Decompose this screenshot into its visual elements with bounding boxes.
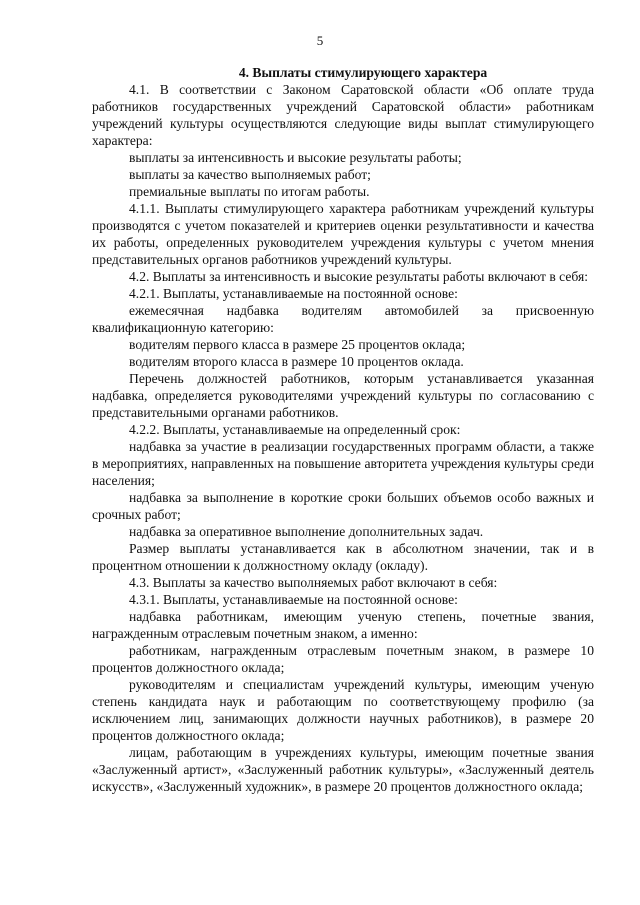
paragraph: 4.1. В соответствии с Законом Саратовской области «Об оплате труда работников государственных учреждений Саратовской области» работникам учреждений культуры осуществляются следующие виды выплат стимулирующего характера:: [92, 82, 594, 148]
paragraph: Перечень должностей работников, которым устанавливается указанная надбавка, определяется руководителями учреждений культуры по согласованию с представительными органами работников.: [92, 371, 594, 420]
list-item: водителям второго класса в размере 10 процентов оклада.: [129, 354, 464, 369]
paragraph: 4.3.1. Выплаты, устанавливаемые на постоянной основе:: [129, 592, 458, 607]
paragraph: работникам, награжденным отраслевым почетным знаком, в размере 10 процентов должностного оклада;: [92, 643, 594, 675]
paragraph: 4.3. Выплаты за качество выполняемых работ включают в себя:: [129, 575, 498, 590]
page-number: 5: [316, 33, 324, 48]
document-body: [92, 64, 594, 795]
paragraph: надбавка за выполнение в короткие сроки больших объемов особо важных и срочных работ;: [92, 490, 594, 522]
paragraph: надбавка за участие в реализации государственных программ области, а также в мероприятиях, направленных на повышение авторитета учреждения культуры среди населения;: [92, 439, 594, 488]
paragraph: 4.2. Выплаты за интенсивность и высокие результаты работы включают в себя:: [129, 269, 589, 284]
paragraph: надбавка за оперативное выполнение дополнительных задач.: [129, 524, 484, 539]
section-heading: 4. Выплаты стимулирующего характера: [238, 65, 488, 80]
paragraph: лицам, работающим в учреждениях культуры, имеющим почетные звания «Заслуженный артист», «Заслуженный работник культуры», «Заслуженный деятель искусств», «Заслуженный художник», в размере 20 процентов должностного оклада;: [92, 745, 594, 794]
paragraph: 4.2.1. Выплаты, устанавливаемые на постоянной основе:: [129, 286, 458, 301]
paragraph: 4.1.1. Выплаты стимулирующего характера работникам учреждений культуры производятся с учетом показателей и критериев оценки результативности и качества их работы, определенных руководителем учреждения культуры с учетом мнения представительных органов работников учреждений культуры.: [92, 201, 594, 267]
paragraph: руководителям и специалистам учреждений культуры, имеющим ученую степень кандидата наук и работающим по соответствующему профилю (за исключением лиц, занимающих должности научных работников), в размере 20 процентов должностного оклада;: [92, 677, 594, 743]
list-item: выплаты за интенсивность и высокие результаты работы;: [129, 150, 462, 165]
paragraph: 4.2.2. Выплаты, устанавливаемые на определенный срок:: [129, 422, 461, 437]
list-item: водителям первого класса в размере 25 процентов оклада;: [129, 337, 466, 352]
paragraph: ежемесячная надбавка водителям автомобилей за присвоенную квалификационную категорию:: [92, 303, 594, 335]
paragraph: Размер выплаты устанавливается как в абсолютном значении, так и в процентном отношении к должностному окладу (окладу).: [92, 541, 594, 573]
list-item: выплаты за качество выполняемых работ;: [129, 167, 371, 182]
list-item: премиальные выплаты по итогам работы.: [129, 184, 370, 199]
paragraph: надбавка работникам, имеющим ученую степень, почетные звания, награжденным отраслевым почетным знаком, а именно:: [92, 609, 594, 641]
